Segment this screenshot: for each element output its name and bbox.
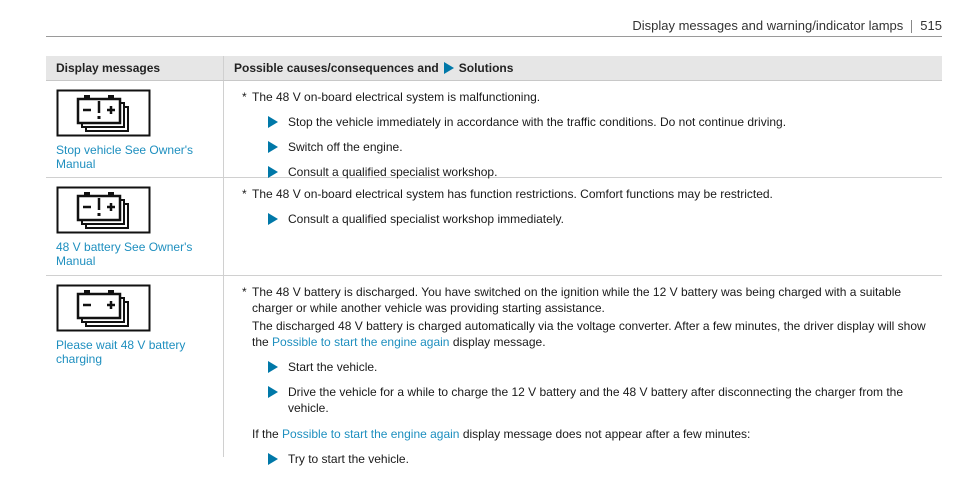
cause-detail: The discharged 48 V battery is charged automatically via the voltage converter. After a few minutes, the driver display will show the Possible to start the engine again display message.	[252, 319, 926, 349]
solution-step: Stop the vehicle immediately in accordance with the traffic conditions. Do not continue driving.	[268, 114, 932, 130]
solution-step: Consult a qualified specialist workshop.	[268, 164, 932, 180]
page-header-title: Display messages and warning/indicator lamps	[632, 18, 904, 33]
message-cell	[46, 276, 224, 457]
header-causes: Possible causes/consequences and	[234, 61, 439, 75]
header-divider	[911, 20, 912, 33]
table-row	[46, 178, 942, 276]
message-reference: Possible to start the engine again	[282, 427, 460, 441]
page-number: 515	[920, 18, 942, 33]
solution-step: Switch off the engine.	[268, 139, 932, 155]
solution-cell: * The 48 V on-board electrical system has function restrictions. Comfort functions may be restricted. Consult a qualified specialist workshop immediately.	[224, 178, 942, 275]
table-row	[46, 276, 942, 466]
message-cell	[46, 178, 224, 275]
message-cell	[46, 81, 224, 177]
solution-step: Consult a qualified specialist workshop immediately.	[268, 211, 932, 227]
solution-step: Drive the vehicle for a while to charge the 12 V battery and the 48 V battery after disconnecting the charger from the vehicle.	[268, 384, 932, 416]
arrow-right-icon	[268, 116, 278, 128]
cause-text: The 48 V battery is discharged. You have switched on the ignition while the 12 V battery was being charged with a suitable charger or while another vehicle was providing starting assistance.	[252, 285, 902, 315]
48v-battery-warning-icon	[56, 186, 151, 234]
48v-battery-warning-icon	[56, 89, 151, 137]
header-solutions: Solutions	[458, 61, 514, 75]
arrow-right-icon	[268, 386, 278, 398]
display-message: Stop vehicle See Owner's Manual	[56, 143, 194, 171]
arrow-right-icon	[268, 213, 278, 225]
arrow-right-icon	[268, 361, 278, 373]
arrow-right-icon	[444, 62, 454, 74]
48v-battery-icon	[56, 284, 151, 332]
display-message: Please wait 48 V battery charging	[56, 338, 186, 366]
solution-cell: * The 48 V on-board electrical system is malfunctioning. Stop the vehicle immediately in accordance with the traffic conditions. Do not continue driving. Switch off the engine. Consult a qualified specialist workshop.	[224, 81, 942, 177]
cause-text: The 48 V on-board electrical system has function restrictions. Comfort functions may be restricted.	[252, 187, 773, 201]
arrow-right-icon	[268, 453, 278, 465]
page-header	[46, 0, 942, 37]
cause-text: The 48 V on-board electrical system is malfunctioning.	[252, 90, 541, 104]
arrow-right-icon	[268, 166, 278, 178]
table-header	[46, 56, 942, 81]
solution-step: Try to start the vehicle.	[268, 451, 932, 467]
header-display-messages: Display messages	[46, 56, 224, 80]
solution-cell: * The 48 V battery is discharged. You have switched on the ignition while the 12 V battery was being charged with a suitable charger or while another vehicle was providing starting assistance. The discharged 48 V battery is charged automatically via the voltage converter. After a few minutes, the driver display will show the Possible to start the engine again display message. Start the vehicle. Drive the vehicle for a while to charge the 12 V battery and the 48 V battery after disconnecting the charger from the vehicle. If the Possible to start the engine again display message does not appear after a few minutes: Try to start the vehicle.	[224, 276, 942, 457]
solution-step: Start the vehicle.	[268, 359, 932, 375]
note-text: If the Possible to start the engine again display message does not appear after a few minutes:	[252, 427, 751, 441]
arrow-right-icon	[268, 141, 278, 153]
messages-table	[46, 56, 942, 466]
header-causes-solutions	[224, 61, 942, 75]
message-reference: Possible to start the engine again	[272, 335, 450, 349]
table-row	[46, 81, 942, 178]
display-message: 48 V battery See Owner's Manual	[56, 240, 193, 268]
